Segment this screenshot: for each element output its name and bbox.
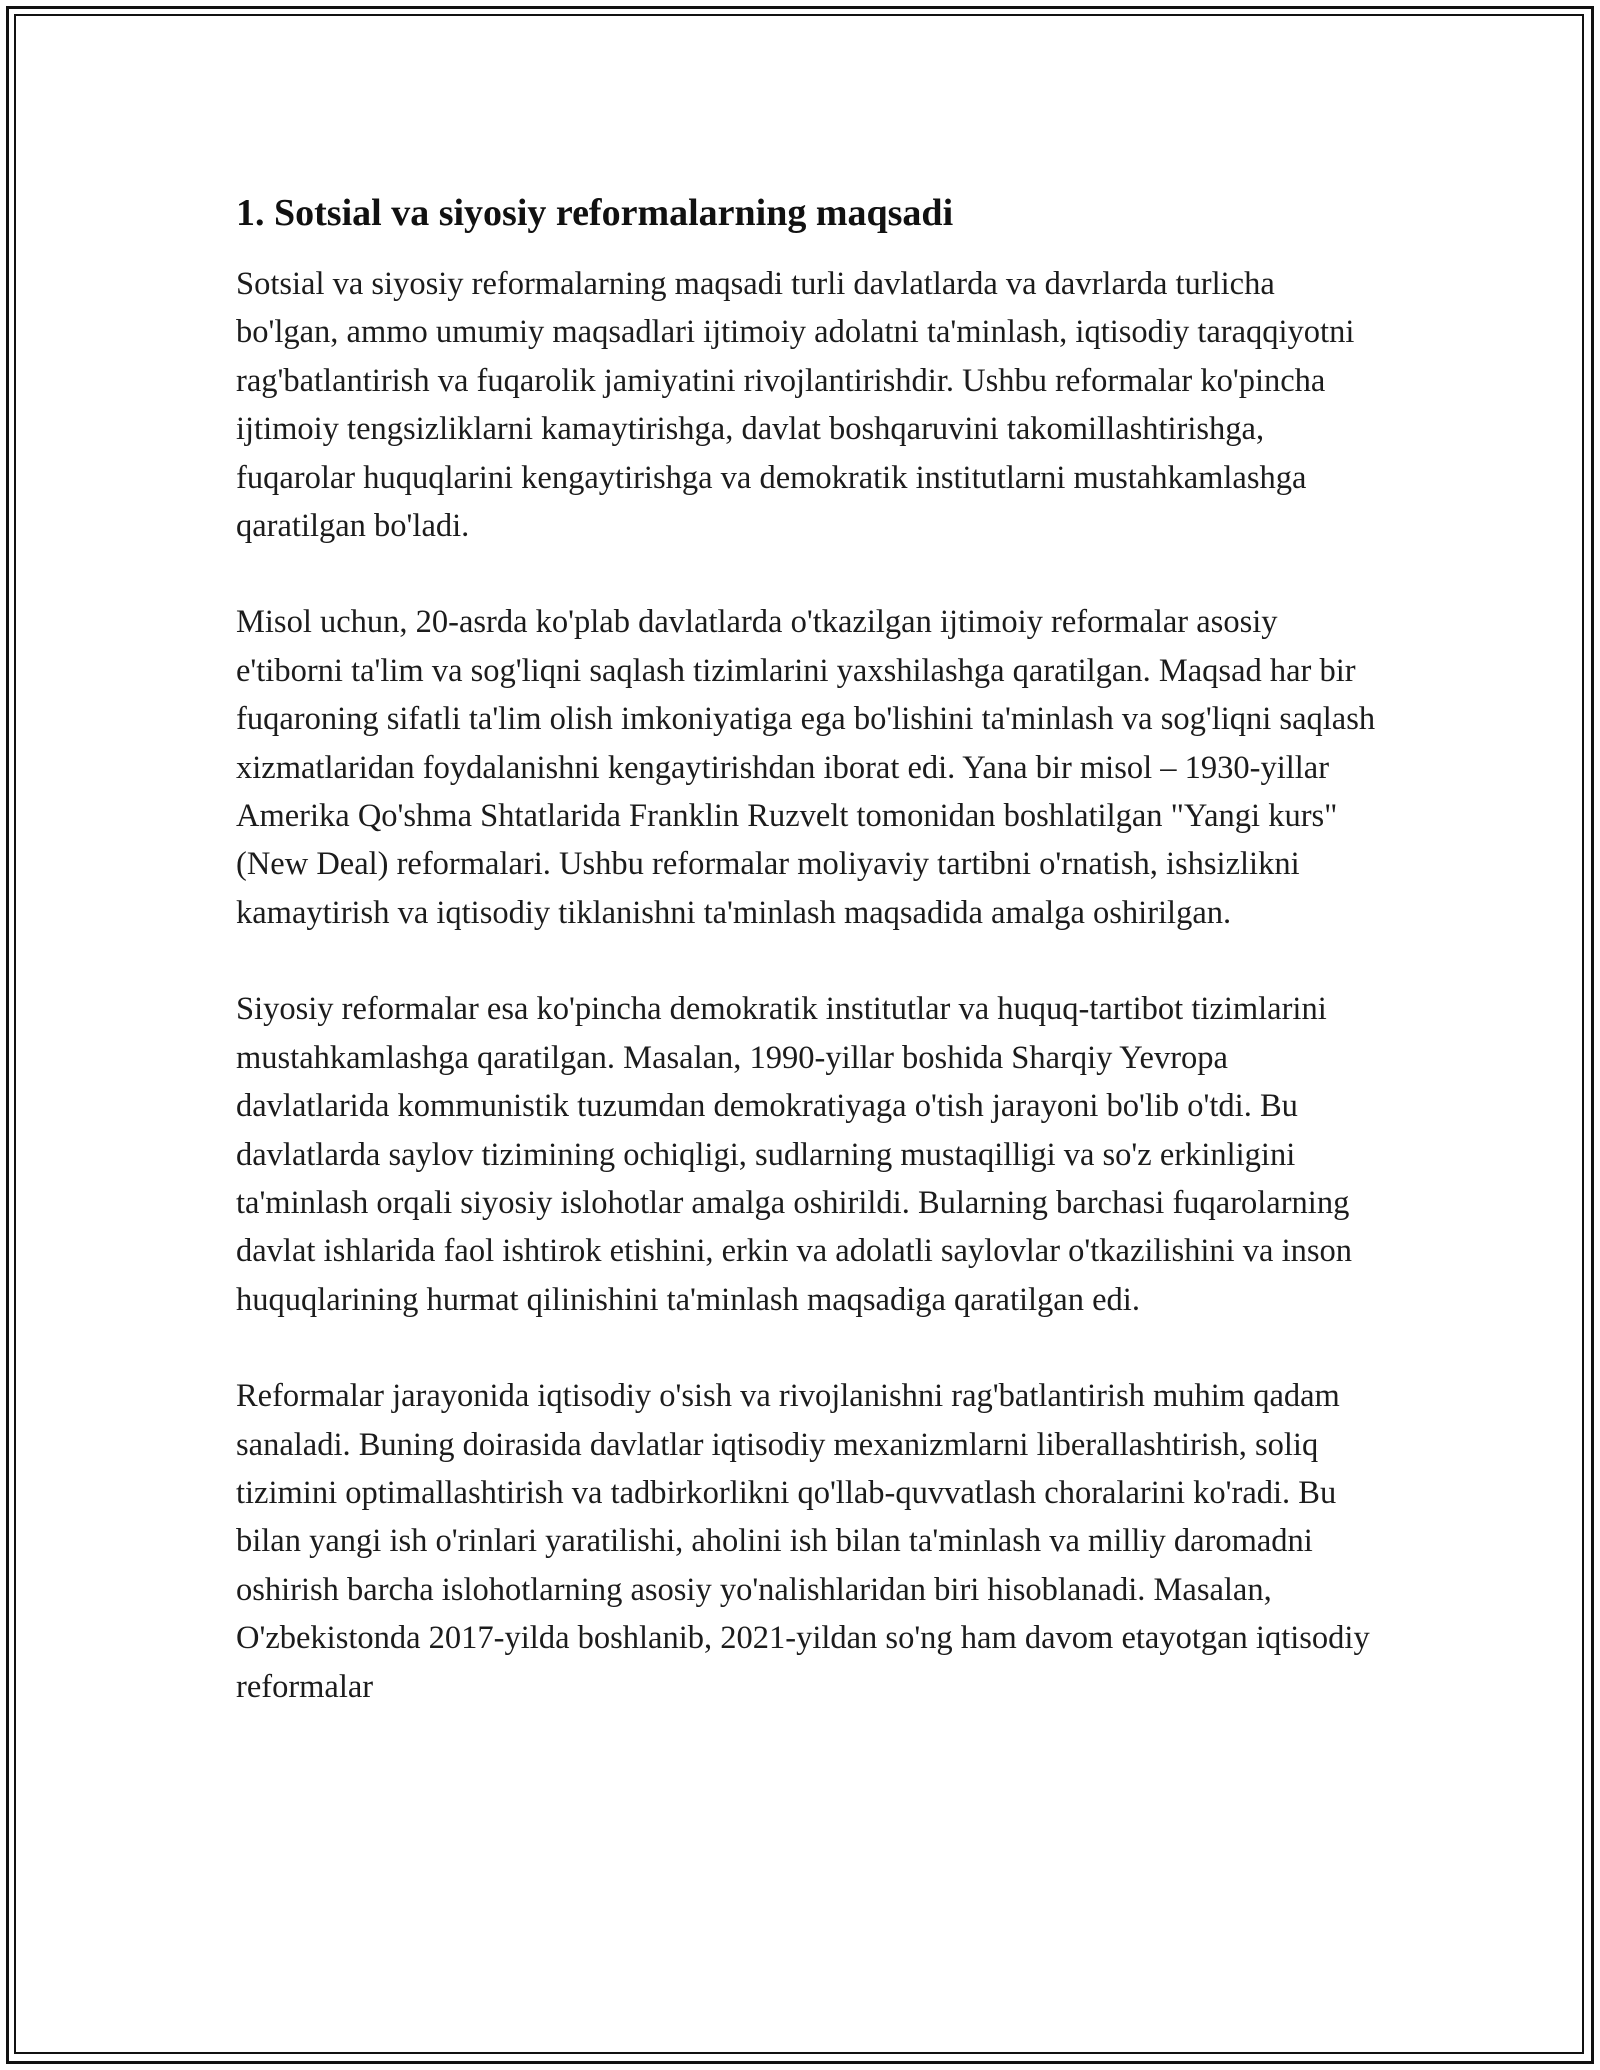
paragraph-2: Misol uchun, 20-asrda ko'plab davlatlarda o'tkazilgan ijtimoiy reformalar asosiy e'tiborni ta'lim va sog'liqni saqlash tizimlarini yaxshilashga qaratilgan. Maqsad har bir fuqaroning sifatli ta'lim olish imkoniyatiga ega bo'lishini ta'minlash va sog'liqni saqlash xizmatlaridan foydalanishni kengaytirishdan iborat edi. Yana bir misol – 1930-yillar Amerika Qo'shma Shtatlarida Franklin Ruzvelt tomonidan boshlatilgan "Yangi kurs" (New Deal) reformalari. Ushbu reformalar moliyaviy tartibni o'rnatish, ishsizlikni kamaytirish va iqtisodiy tiklanishni ta'minlash maqsadida amalga oshirilgan. — [236, 604, 1376, 931]
paragraph-4: Reformalar jarayonida iqtisodiy o'sish va rivojlanishni rag'batlantirish muhim qadam sanaladi. Buning doirasida davlatlar iqtisodiy mexanizmlarni liberallashtirish, soliq tizimini optimallashtirish va tadbirkorlikni qo'llab-quvvatlash choralarini ko'radi. Bu bilan yangi ish o'rinlari yaratilishi, aholini ish bilan ta'minlash va milliy daromadni oshirish barcha islohotlarning asosiy yo'nalishlaridan biri hisoblanadi. Masalan, O'zbekistonda 2017-yilda boshlanib, 2021-yildan so'ng ham davom etayotgan iqtisodiy reformalar — [236, 1378, 1370, 1705]
paragraph-1: Sotsial va siyosiy reformalarning maqsadi turli davlatlarda va davrlarda turlicha bo'lgan, ammo umumiy maqsadlari ijtimoiy adolatni ta'minlash, iqtisodiy taraqqiyotni rag'batlantirish va fuqarolik jamiyatini rivojlantirishdir. Ushbu reformalar ko'pincha ijtimoiy tengsizliklarni kamaytirishga, davlat boshqaruvini takomillashtirishga, fuqarolar huquqlarini kengaytirishga va demokratik institutlarni mustahkamlashga qaratilgan bo'ladi. — [236, 266, 1355, 545]
paragraph-3: Siyosiy reformalar esa ko'pincha demokratik institutlar va huquq-tartibot tizimlarini mustahkamlashga qaratilgan. Masalan, 1990-yillar boshida Sharqiy Yevropa davlatlarida kommunistik tuzumdan demokratiyaga o'tish jarayoni bo'lib o'tdi. Bu davlatlarda saylov tizimining ochiqligi, sudlarning mustaqilligi va so'z erkinligini ta'minlash orqali siyosiy islohotlar amalga oshirildi. Bularning barchasi fuqarolarning davlat ishlarida faol ishtirok etishini, erkin va adolatli saylovlar o'tkazilishini va inson huquqlarining hurmat qilinishini ta'minlash maqsadiga qaratilgan edi. — [236, 991, 1353, 1318]
document-body — [236, 188, 1376, 1759]
section-heading: 1. Sotsial va siyosiy reformalarning maqsadi — [236, 192, 954, 234]
